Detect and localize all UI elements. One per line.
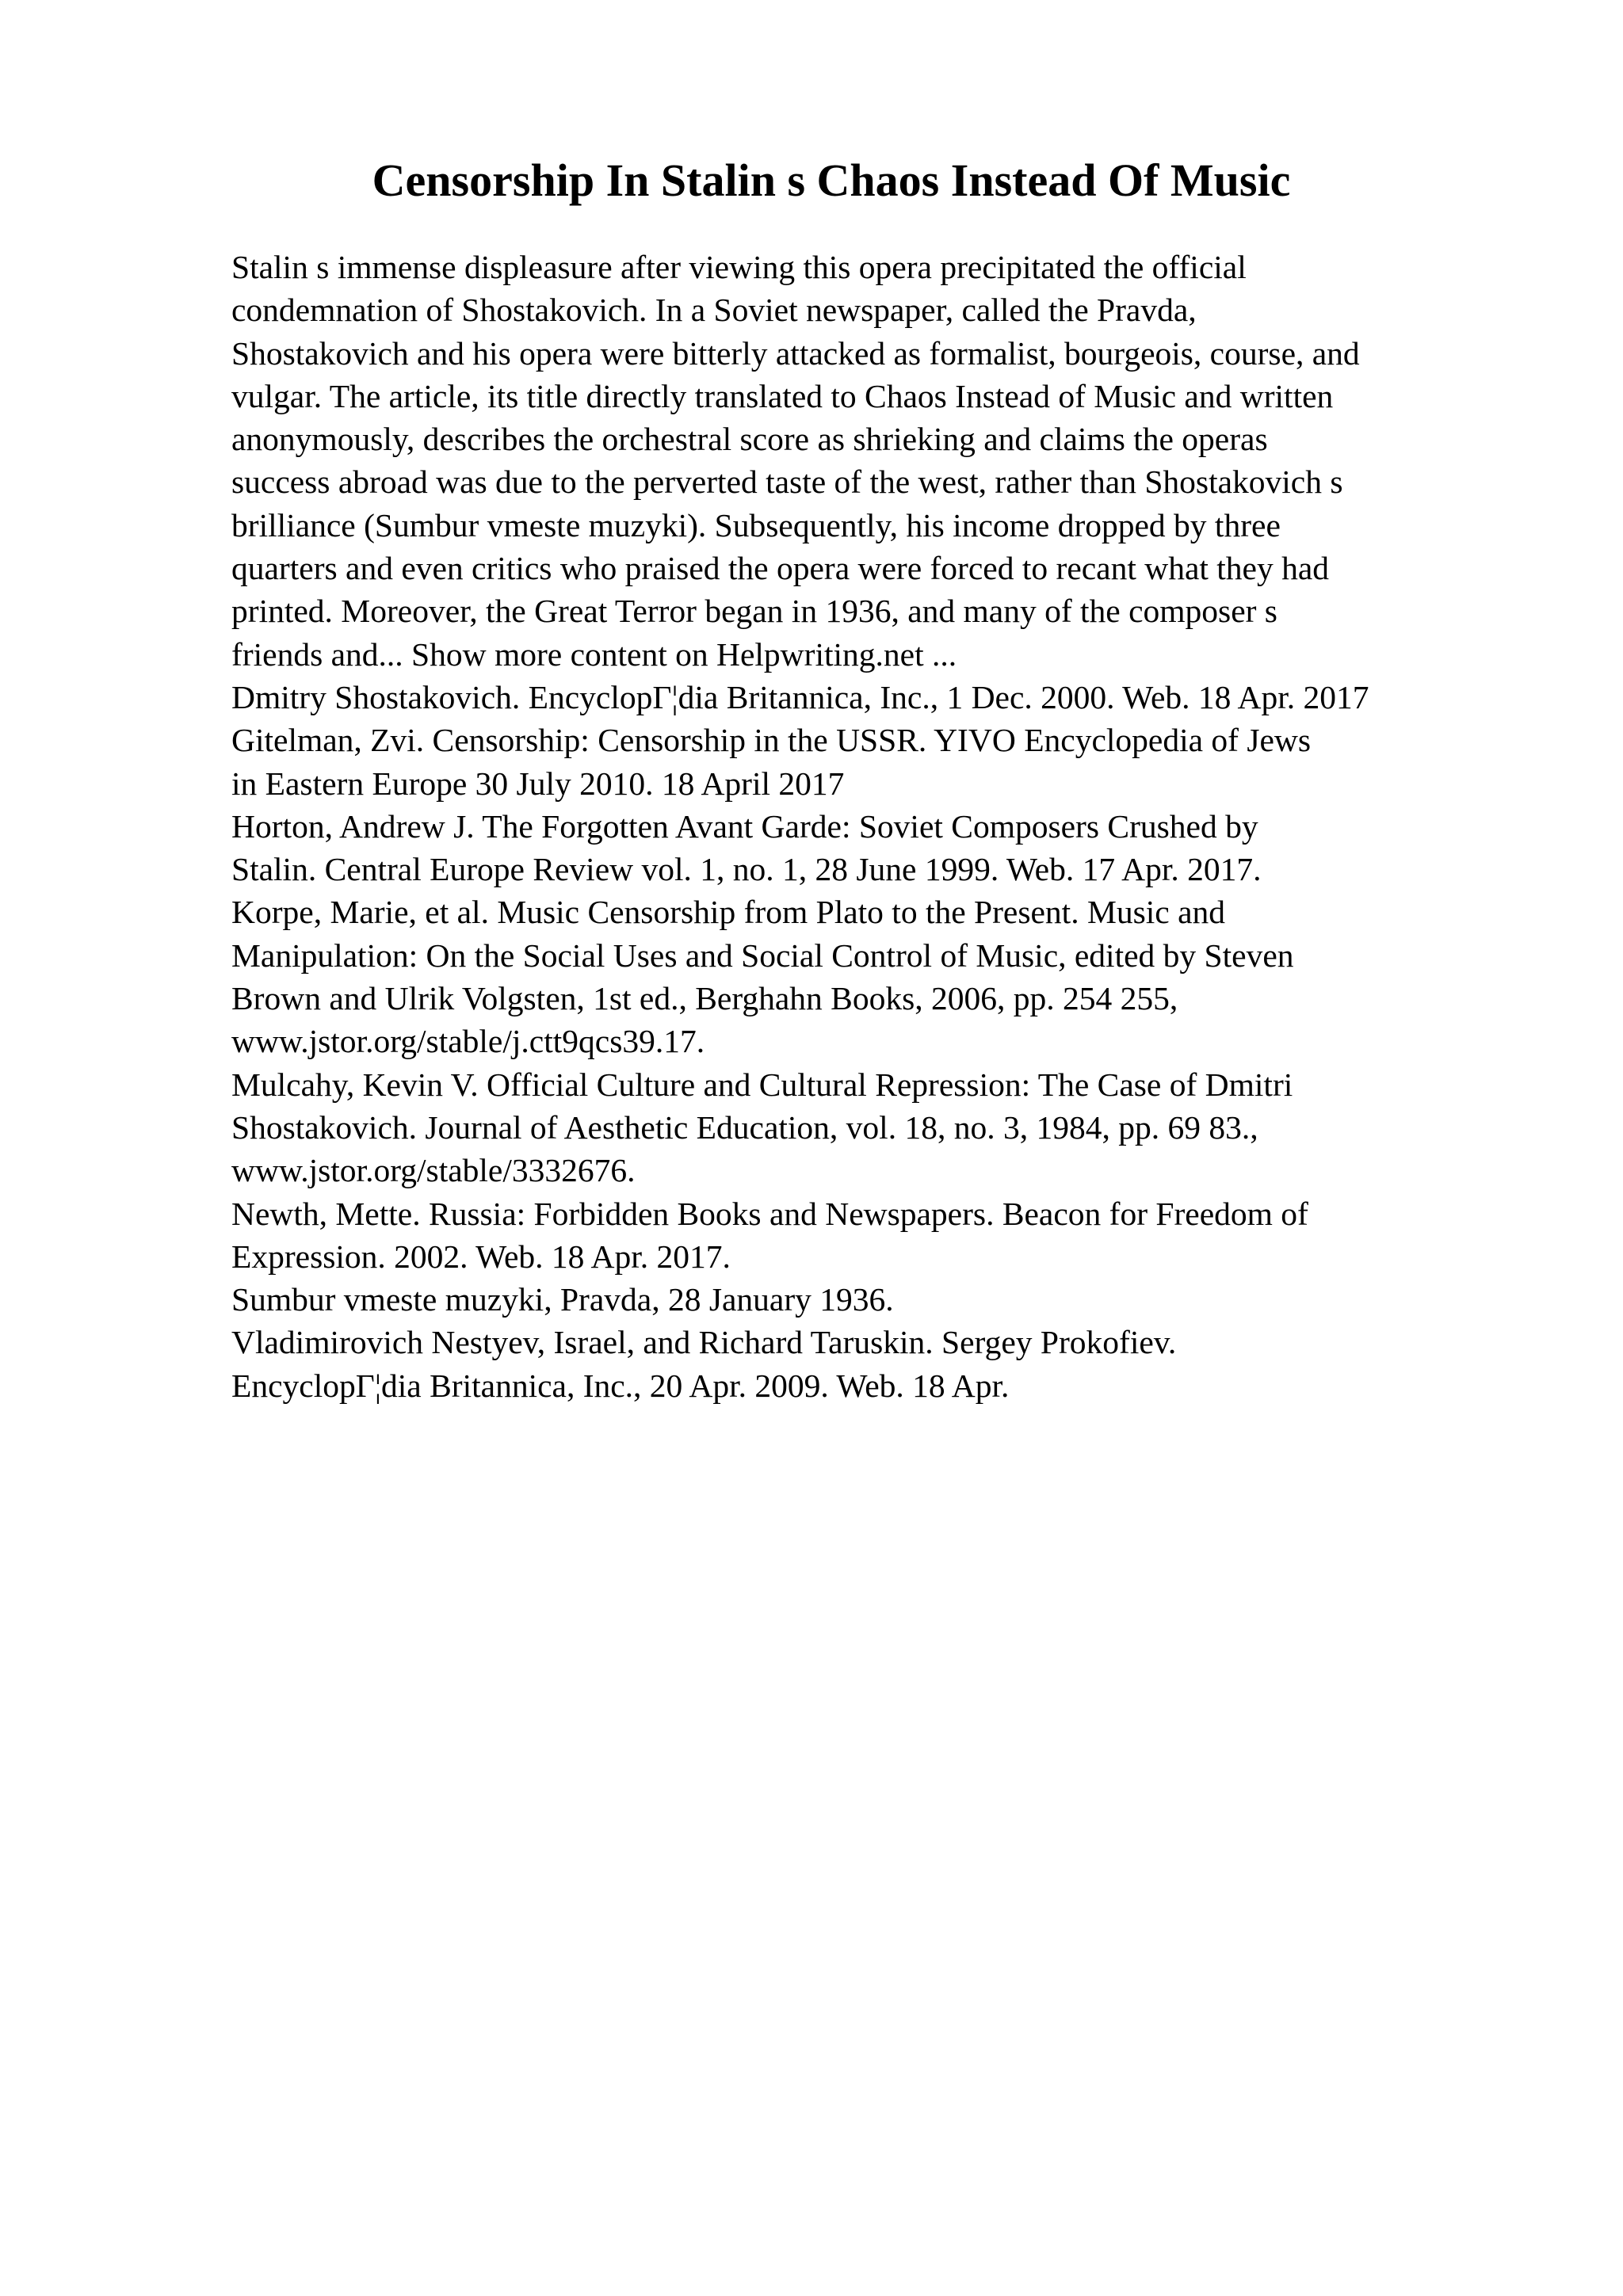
- reference-line: www.jstor.org/stable/j.ctt9qcs39.17.: [231, 1023, 705, 1060]
- reference-line: in Eastern Europe 30 July 2010. 18 April 2017: [231, 765, 845, 802]
- text-line: success abroad was due to the perverted taste of the west, rather than Shostakovich s: [231, 463, 1343, 501]
- text-line: Shostakovich and his opera were bitterly attacked as formalist, bourgeois, course, and: [231, 334, 1360, 372]
- text-line: quarters and even critics who praised the opera were forced to recant what they had: [231, 550, 1330, 587]
- reference-line: Newth, Mette. Russia: Forbidden Books and Newspapers. Beacon for Freedom of: [231, 1195, 1308, 1232]
- reference-line: Horton, Andrew J. The Forgotten Avant Garde: Soviet Composers Crushed by: [231, 807, 1258, 845]
- document-body: [231, 246, 1610, 1407]
- text-line: condemnation of Shostakovich. In a Soviet newspaper, called the Pravda,: [231, 292, 1197, 329]
- reference-line: Sumbur vmeste muzyki, Pravda, 28 January 1936.: [231, 1281, 894, 1318]
- document-title: Censorship In Stalin s Chaos Instead Of Music: [372, 154, 1291, 206]
- reference-line: Dmitry Shostakovich. EncyclopГ¦dia Britannica, Inc., 1 Dec. 2000. Web. 18 Apr. 2017: [231, 678, 1369, 715]
- reference-line: www.jstor.org/stable/3332676.: [231, 1152, 636, 1189]
- reference-line: Gitelman, Zvi. Censorship: Censorship in the USSR. YIVO Encyclopedia of Jews: [231, 722, 1312, 759]
- text-line: printed. Moreover, the Great Terror began in 1936, and many of the composer s: [231, 593, 1277, 630]
- text-line: vulgar. The article, its title directly translated to Chaos Instead of Music and written: [231, 377, 1334, 414]
- reference-line: Brown and Ulrik Volgsten, 1st ed., Berghahn Books, 2006, pp. 254 255,: [231, 980, 1178, 1017]
- reference-line: EncyclopГ¦dia Britannica, Inc., 20 Apr. 2009. Web. 18 Apr.: [231, 1367, 1010, 1404]
- reference-line: Stalin. Central Europe Review vol. 1, no. 1, 28 June 1999. Web. 17 Apr. 2017.: [231, 851, 1262, 888]
- reference-line: Korpe, Marie, et al. Music Censorship from Plato to the Present. Music and: [231, 894, 1225, 931]
- text-line: friends and... Show more content on Helpwriting.net ...: [231, 635, 957, 673]
- reference-line: Manipulation: On the Social Uses and Social Control of Music, edited by Steven: [231, 936, 1294, 974]
- reference-line: Mulcahy, Kevin V. Official Culture and Cultural Repression: The Case of Dmitri: [231, 1066, 1293, 1103]
- reference-line: Vladimirovich Nestyev, Israel, and Richard Taruskin. Sergey Prokofiev.: [231, 1324, 1177, 1361]
- reference-line: Expression. 2002. Web. 18 Apr. 2017.: [231, 1238, 731, 1275]
- text-line: anonymously, describes the orchestral score as shrieking and claims the operas: [231, 421, 1268, 458]
- reference-line: Shostakovich. Journal of Aesthetic Education, vol. 18, no. 3, 1984, pp. 69 83.,: [231, 1108, 1258, 1146]
- text-line: Stalin s immense displeasure after viewing this opera precipitated the official: [231, 249, 1247, 285]
- text-line: brilliance (Sumbur vmeste muzyki). Subsequently, his income dropped by three: [231, 506, 1281, 543]
